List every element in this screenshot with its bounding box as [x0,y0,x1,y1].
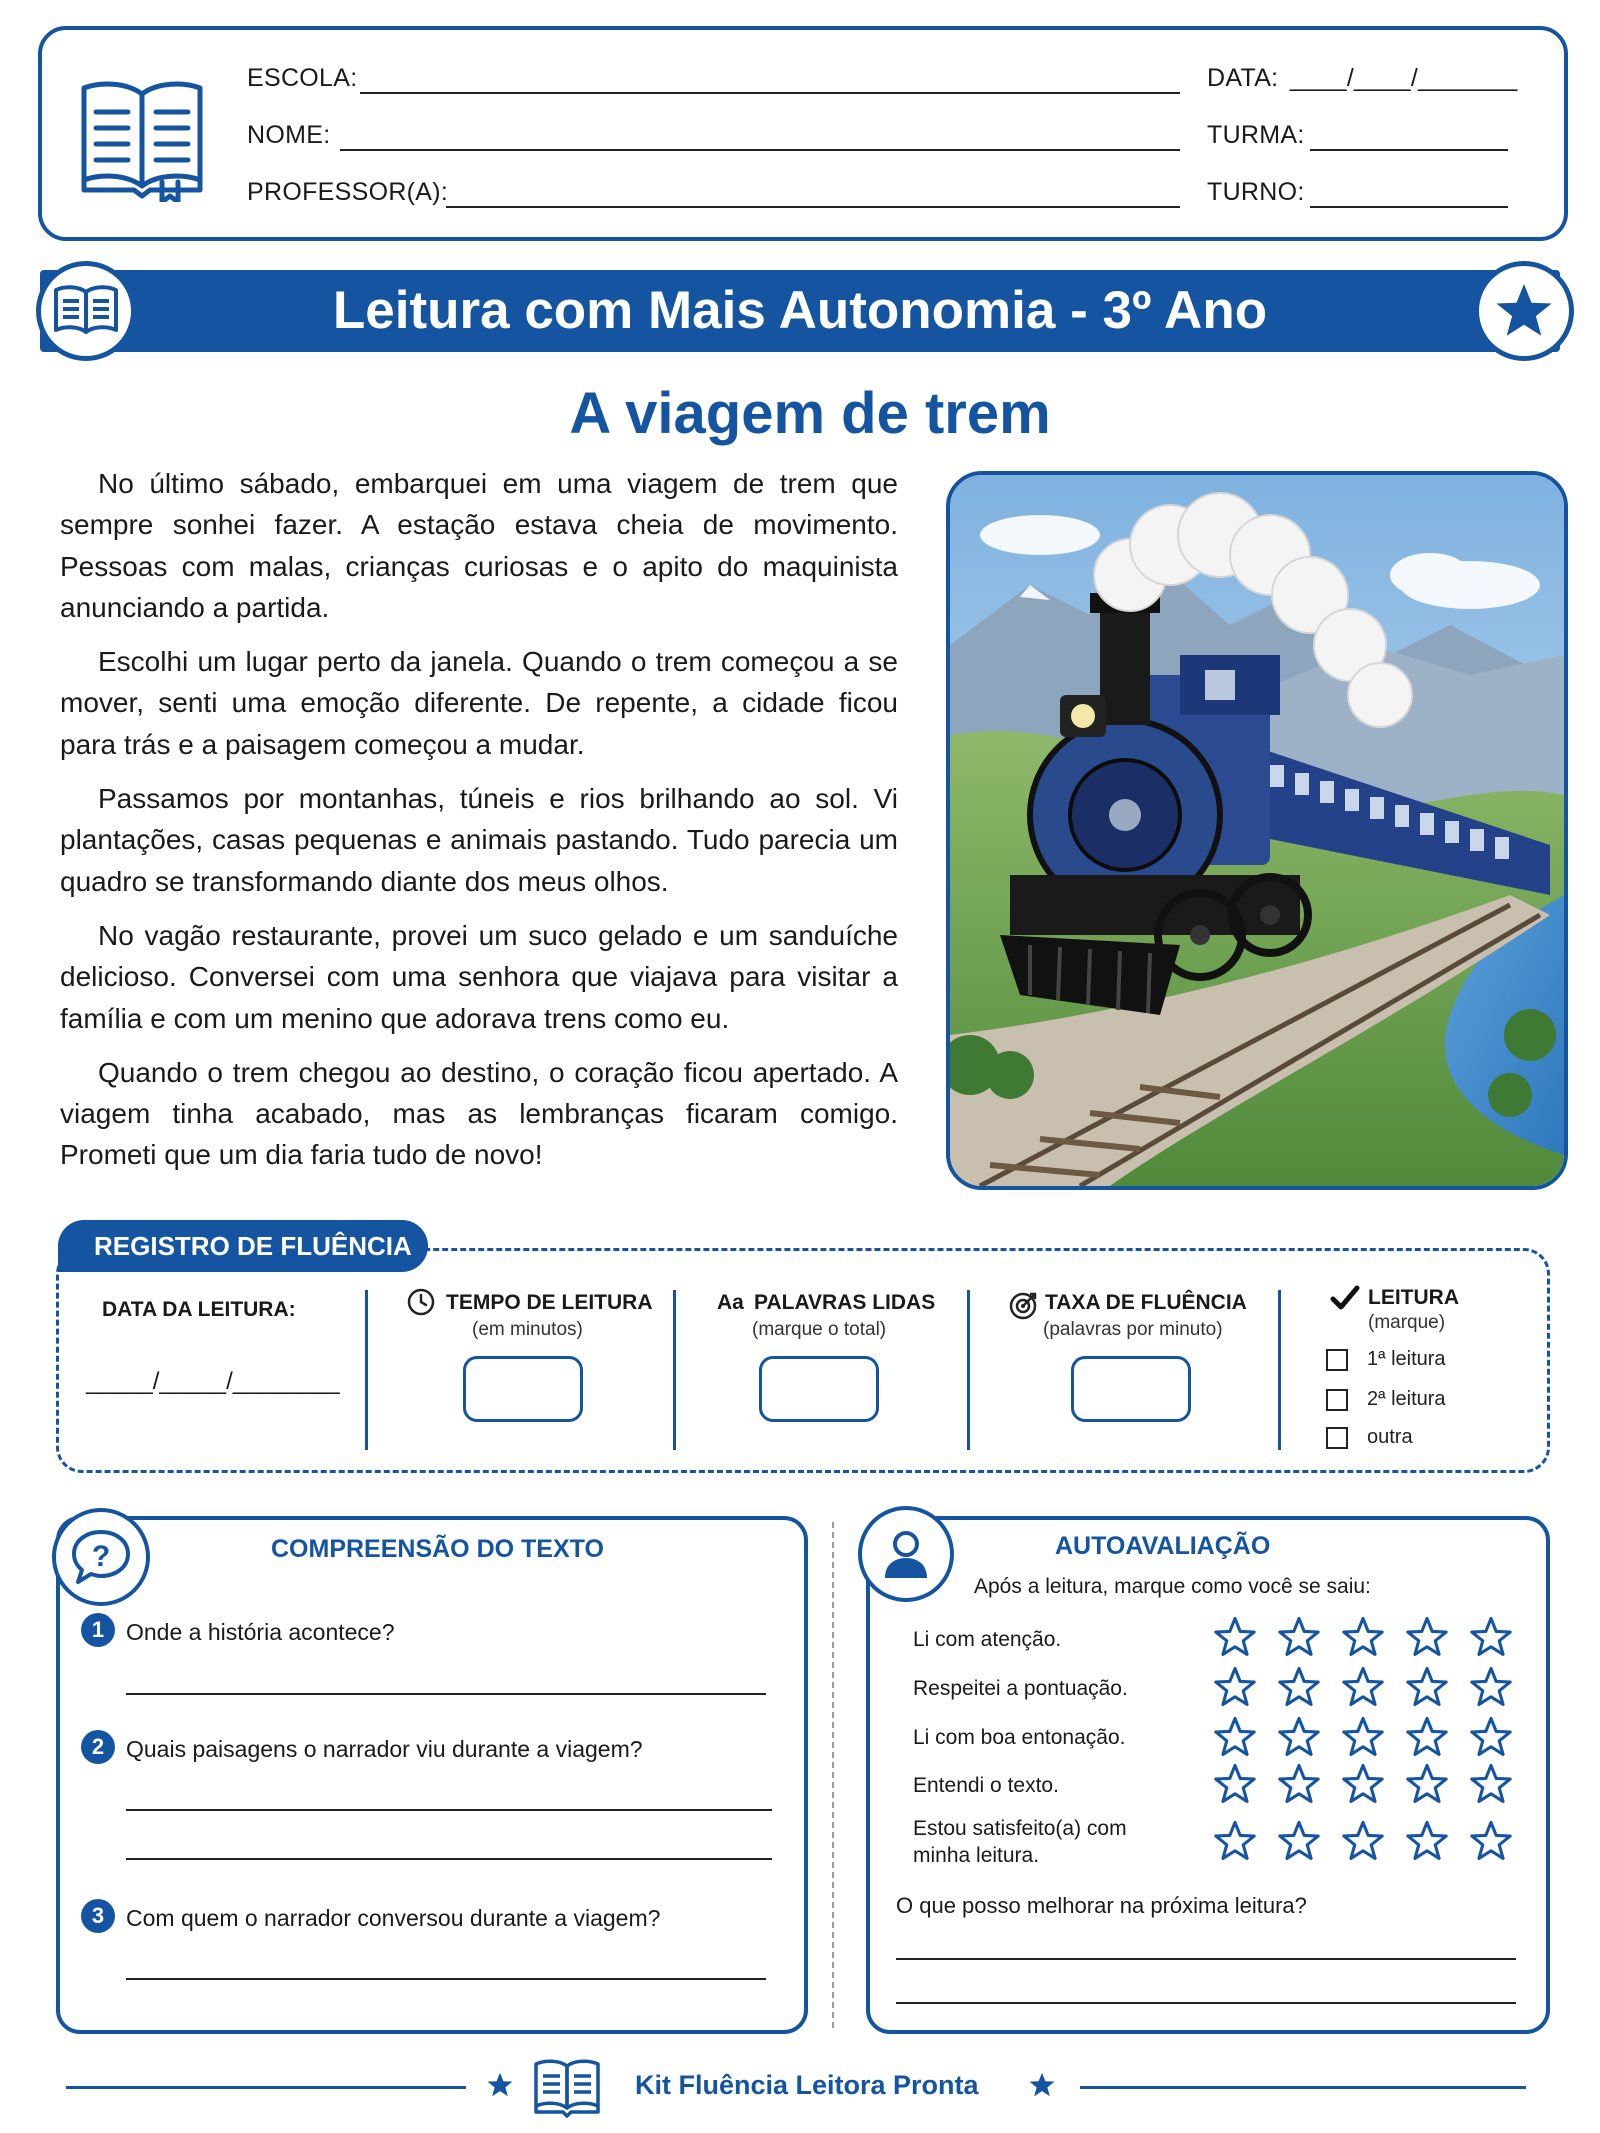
reading-date-label: DATA DA LEITURA: [102,1298,296,1321]
self-assessment-instruction: Após a leitura, marque como você se saiu: [974,1575,1371,1598]
rating-star-icon[interactable] [1276,1664,1322,1710]
answer-line[interactable] [126,1858,772,1860]
checkmark-icon [1330,1284,1360,1312]
book-icon [532,2056,602,2120]
escola-label: ESCOLA: [247,64,358,92]
story-paragraph: No vagão restaurante, provei um suco gelado e um sanduíche delicioso. Conversei com uma senhora que viajava para visitar a família e com um menino que adorava trens como eu. [60,919,898,1034]
rating-star-icon[interactable] [1404,1761,1450,1807]
clock-icon [406,1287,436,1317]
comprehension-badge [52,1508,150,1606]
reading-date-field[interactable]: _____/_____/________ [86,1368,340,1395]
question-number: 3 [81,1899,115,1933]
story-text [60,463,898,1189]
other-reading-checkbox[interactable] [1326,1427,1348,1449]
story-paragraph: Passamos por montanhas, túneis e rios brilhando ao sol. Vi plantações, casas pequenas e animais pastando. Tudo parecia um quadro se transformando diante dos meus olhos. [60,783,898,897]
banner-star-badge [1474,261,1574,361]
fluency-rate-input[interactable] [1071,1356,1191,1422]
rating-star-icon[interactable] [1212,1761,1258,1807]
rating-star-icon[interactable] [1212,1714,1258,1760]
improve-question: O que posso melhorar na próxima leitura? [896,1893,1307,1918]
rating-star-icon[interactable] [1276,1818,1322,1864]
escola-field[interactable] [360,92,1180,94]
answer-line[interactable] [126,1978,766,1980]
question-text: Onde a história acontece? [126,1619,395,1645]
self-assessment-title: AUTOAVALIAÇÃO [1055,1532,1271,1560]
star-rating-row [1212,1761,1514,1807]
star-icon [1028,2071,1056,2099]
answer-line[interactable] [896,1958,1516,1960]
rating-star-icon[interactable] [1212,1818,1258,1864]
rating-star-icon[interactable] [1276,1714,1322,1760]
rating-star-icon[interactable] [1340,1664,1386,1710]
fluency-record-tab: REGISTRO DE FLUÊNCIA [58,1220,428,1272]
answer-line[interactable] [126,1693,766,1695]
rating-star-icon[interactable] [1468,1818,1514,1864]
star-rating-row [1212,1614,1514,1660]
professor-field[interactable] [446,206,1180,208]
star-rating-row [1212,1664,1514,1710]
criterion-label: Li com boa entonação. [913,1726,1126,1749]
story-paragraph: Quando o trem chegou ao destino, o coração ficou apertado. A viagem tinha acabado, mas as lembranças ficaram comigo. Prometi que um dia faria tudo de novo! [60,1056,898,1171]
star-rating-row [1212,1818,1514,1864]
rating-star-icon[interactable] [1468,1664,1514,1710]
rating-star-icon[interactable] [1276,1761,1322,1807]
target-icon [1008,1290,1038,1320]
fluency-rate-label: TAXA DE FLUÊNCIA [1045,1291,1247,1314]
criterion-label: Estou satisfeito(a) com minha leitura. [913,1817,1127,1867]
rating-star-icon[interactable] [1340,1714,1386,1760]
star-rating-row [1212,1714,1514,1760]
reading-time-sub: (em minutos) [472,1319,583,1340]
svg-text:?: ? [91,1540,111,1573]
star-icon [1493,281,1555,341]
comprehension-panel [56,1516,808,2034]
rating-star-icon[interactable] [1404,1664,1450,1710]
reading-time-label: TEMPO DE LEITURA [446,1291,653,1314]
open-book-icon [78,72,206,202]
words-read-sub: (marque o total) [752,1319,887,1340]
answer-line[interactable] [126,1809,772,1811]
footer-line [1080,2086,1526,2089]
reading-count-label: LEITURA [1368,1286,1459,1309]
rating-star-icon[interactable] [1404,1818,1450,1864]
column-divider [967,1290,970,1450]
story-paragraph: Escolhi um lugar perto da janela. Quando o trem começou a se mover, senti uma emoção diferente. De repente, a cidade ficou para trás e a paisagem começou a mudar. [60,646,898,760]
professor-label: PROFESSOR(A): [247,178,449,206]
rating-star-icon[interactable] [1212,1664,1258,1710]
person-icon [881,1528,931,1580]
turno-field[interactable] [1310,206,1508,208]
self-assessment-badge [858,1506,954,1602]
rating-star-icon[interactable] [1340,1818,1386,1864]
data-label: DATA: [1207,64,1279,92]
star-icon [486,2071,514,2099]
story-paragraph: No último sábado, embarquei em uma viagem de trem que sempre sonhei fazer. A estação estava cheia de movimento. Pessoas com malas, crianças curiosas e o apito do maquinista anunciando a partida. [60,468,898,623]
nome-label: NOME: [247,121,331,149]
question-text: Com quem o narrador conversou durante a viagem? [126,1905,661,1931]
turma-field[interactable] [1310,149,1508,151]
rating-star-icon[interactable] [1404,1614,1450,1660]
rating-star-icon[interactable] [1212,1614,1258,1660]
question-number: 1 [81,1613,115,1647]
criterion-label: Respeitei a pontuação. [913,1677,1128,1700]
data-field[interactable]: ____/____/_______ [1290,64,1518,92]
rating-star-icon[interactable] [1468,1714,1514,1760]
second-reading-label: 2ª leitura [1367,1388,1446,1410]
rating-star-icon[interactable] [1468,1614,1514,1660]
reading-count-sub: (marque) [1368,1312,1446,1333]
turno-label: TURNO: [1207,178,1305,206]
banner-book-badge [36,261,136,361]
rating-star-icon[interactable] [1340,1614,1386,1660]
rating-star-icon[interactable] [1340,1761,1386,1807]
second-reading-checkbox[interactable] [1326,1389,1348,1411]
banner-title: Leitura com Mais Autonomia - 3º Ano [332,281,1268,340]
turma-label: TURMA: [1207,121,1305,149]
nome-field[interactable] [340,149,1180,151]
column-divider [673,1290,676,1450]
fluency-rate-sub: (palavras por minuto) [1043,1319,1223,1340]
rating-star-icon[interactable] [1468,1761,1514,1807]
first-reading-label: 1ª leitura [1367,1348,1446,1370]
criterion-label: Li com atenção. [913,1628,1062,1651]
column-divider [1278,1290,1281,1450]
reading-time-input[interactable] [463,1356,583,1422]
story-title: A viagem de trem [569,381,1051,446]
column-divider [365,1290,368,1450]
panel-divider [832,1522,834,2028]
answer-line[interactable] [896,2002,1516,2004]
comprehension-title: COMPREENSÃO DO TEXTO [271,1535,604,1563]
rating-star-icon[interactable] [1276,1614,1322,1660]
first-reading-checkbox[interactable] [1326,1349,1348,1371]
other-reading-label: outra [1367,1426,1413,1448]
question-chat-icon [68,1526,134,1588]
criterion-label: Entendi o texto. [913,1774,1059,1797]
words-prefix-icon: Aa [717,1291,744,1314]
question-number: 2 [81,1730,115,1764]
words-read-input[interactable] [759,1356,879,1422]
train-illustration [946,471,1568,1190]
book-icon [54,284,118,338]
rating-star-icon[interactable] [1404,1714,1450,1760]
words-read-label: PALAVRAS LIDAS [754,1291,936,1314]
question-text: Quais paisagens o narrador viu durante a viagem? [126,1736,643,1762]
footer-line [66,2086,466,2089]
footer-text: Kit Fluência Leitora Pronta [635,2070,979,2100]
